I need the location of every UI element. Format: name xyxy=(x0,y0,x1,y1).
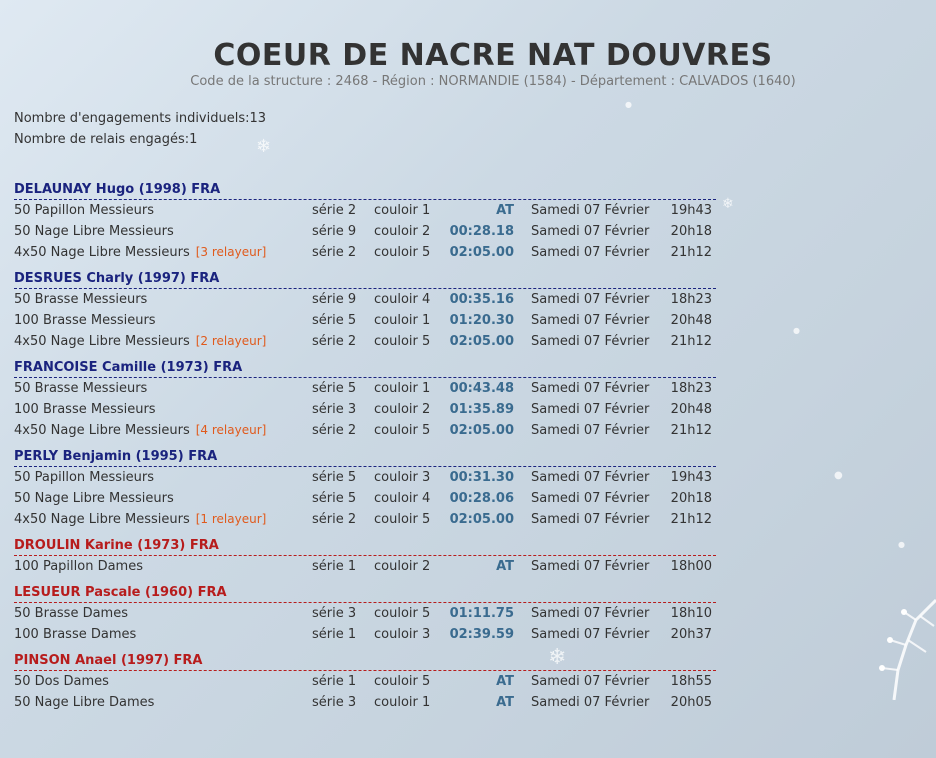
event-cell xyxy=(14,378,147,399)
event-name: 50 Nage Libre Dames xyxy=(14,695,155,710)
date-cell: Samedi 07 Février xyxy=(531,402,650,417)
snowflake-icon: ● xyxy=(898,540,905,549)
event-cell xyxy=(14,221,174,242)
swimmer-name: FRANCOISE Camille (1973) FRA xyxy=(14,358,716,378)
couloir-cell: couloir 1 xyxy=(374,203,431,218)
swimmer-name: DROULIN Karine (1973) FRA xyxy=(14,536,716,556)
relayeur-badge: [4 relayeur] xyxy=(195,423,267,437)
date-cell: Samedi 07 Février xyxy=(531,224,650,239)
event-row xyxy=(14,289,716,310)
date-cell: Samedi 07 Février xyxy=(531,491,650,506)
snowflake-icon: ● xyxy=(793,326,800,335)
serie-cell: série 2 xyxy=(312,512,357,527)
serie-cell: série 5 xyxy=(312,470,357,485)
hour-cell: 18h10 xyxy=(670,606,712,621)
time-cell: 02:05.00 xyxy=(449,512,514,527)
couloir-cell: couloir 4 xyxy=(374,491,431,506)
event-name: 50 Brasse Messieurs xyxy=(14,381,148,396)
swimmer-name: DELAUNAY Hugo (1998) FRA xyxy=(14,180,716,200)
time-cell: 02:05.00 xyxy=(449,245,514,260)
individual-count: Nombre d'engagements individuels:13 xyxy=(14,111,267,126)
date-cell: Samedi 07 Février xyxy=(531,245,650,260)
event-row xyxy=(14,310,716,331)
event-name: 100 Brasse Messieurs xyxy=(14,313,156,328)
event-cell xyxy=(14,509,266,530)
time-cell: 02:05.00 xyxy=(449,423,514,438)
swimmer-block xyxy=(14,269,716,352)
event-cell xyxy=(14,467,154,488)
snowflake-icon: ● xyxy=(625,100,632,109)
hour-cell: 20h48 xyxy=(670,402,712,417)
event-name: 50 Nage Libre Messieurs xyxy=(14,491,174,506)
swimmer-block xyxy=(14,651,716,713)
event-cell xyxy=(14,488,174,509)
serie-cell: série 2 xyxy=(312,203,357,218)
time-cell: AT xyxy=(496,559,514,574)
event-cell xyxy=(14,692,154,713)
couloir-cell: couloir 2 xyxy=(374,559,431,574)
date-cell: Samedi 07 Février xyxy=(531,334,650,349)
page-header xyxy=(0,38,936,90)
event-row xyxy=(14,399,716,420)
hour-cell: 18h55 xyxy=(670,674,712,689)
relayeur-badge: [2 relayeur] xyxy=(195,334,267,348)
relay-count: Nombre de relais engagés:1 xyxy=(14,132,198,147)
event-row xyxy=(14,378,716,399)
time-cell: 01:20.30 xyxy=(449,313,514,328)
swimmer-block xyxy=(14,583,716,645)
swimmer-name: PERLY Benjamin (1995) FRA xyxy=(14,447,716,467)
event-row xyxy=(14,692,716,713)
time-cell: 01:11.75 xyxy=(449,606,514,621)
swimmer-block xyxy=(14,447,716,530)
time-cell: AT xyxy=(496,203,514,218)
date-cell: Samedi 07 Février xyxy=(531,470,650,485)
date-cell: Samedi 07 Février xyxy=(531,695,650,710)
couloir-cell: couloir 2 xyxy=(374,402,431,417)
date-cell: Samedi 07 Février xyxy=(531,423,650,438)
event-name: 4x50 Nage Libre Messieurs xyxy=(14,334,190,349)
couloir-cell: couloir 3 xyxy=(374,470,431,485)
couloir-cell: couloir 5 xyxy=(374,334,431,349)
page-title: COEUR DE NACRE NAT DOUVRES xyxy=(213,38,773,73)
event-cell xyxy=(14,420,266,441)
couloir-cell: couloir 4 xyxy=(374,292,431,307)
relayeur-badge: [1 relayeur] xyxy=(195,512,267,526)
couloir-cell: couloir 1 xyxy=(374,695,431,710)
serie-cell: série 1 xyxy=(312,559,357,574)
couloir-cell: couloir 5 xyxy=(374,423,431,438)
couloir-cell: couloir 5 xyxy=(374,245,431,260)
swimmer-name: PINSON Anael (1997) FRA xyxy=(14,651,716,671)
event-row xyxy=(14,488,716,509)
couloir-cell: couloir 2 xyxy=(374,224,431,239)
event-name: 50 Brasse Dames xyxy=(14,606,128,621)
event-row xyxy=(14,467,716,488)
event-row xyxy=(14,624,716,645)
snowflake-icon: ❄ xyxy=(722,196,734,212)
date-cell: Samedi 07 Février xyxy=(531,203,650,218)
date-cell: Samedi 07 Février xyxy=(531,606,650,621)
event-name: 50 Nage Libre Messieurs xyxy=(14,224,174,239)
event-cell xyxy=(14,556,143,577)
time-cell: 00:28.18 xyxy=(449,224,514,239)
engagement-counts xyxy=(14,108,266,150)
date-cell: Samedi 07 Février xyxy=(531,292,650,307)
relayeur-badge: [3 relayeur] xyxy=(195,245,267,259)
snowflake-icon: ❄ xyxy=(548,645,567,670)
event-row xyxy=(14,556,716,577)
event-name: 100 Brasse Dames xyxy=(14,627,137,642)
serie-cell: série 5 xyxy=(312,313,357,328)
serie-cell: série 2 xyxy=(312,334,357,349)
hour-cell: 21h12 xyxy=(670,245,712,260)
hour-cell: 18h23 xyxy=(670,381,712,396)
event-row xyxy=(14,671,716,692)
hour-cell: 21h12 xyxy=(670,334,712,349)
time-cell: 00:43.48 xyxy=(449,381,514,396)
date-cell: Samedi 07 Février xyxy=(531,559,650,574)
couloir-cell: couloir 3 xyxy=(374,627,431,642)
event-row xyxy=(14,509,716,530)
hour-cell: 20h48 xyxy=(670,313,712,328)
hour-cell: 18h00 xyxy=(670,559,712,574)
serie-cell: série 5 xyxy=(312,381,357,396)
event-cell xyxy=(14,624,136,645)
date-cell: Samedi 07 Février xyxy=(531,313,650,328)
event-name: 50 Papillon Messieurs xyxy=(14,470,155,485)
event-cell xyxy=(14,331,266,352)
time-cell: 01:35.89 xyxy=(449,402,514,417)
hour-cell: 20h18 xyxy=(670,224,712,239)
event-name: 100 Brasse Messieurs xyxy=(14,402,156,417)
event-name: 50 Brasse Messieurs xyxy=(14,292,148,307)
hour-cell: 19h43 xyxy=(670,203,712,218)
serie-cell: série 9 xyxy=(312,292,357,307)
swimmer-block xyxy=(14,536,716,577)
event-cell xyxy=(14,289,147,310)
serie-cell: série 2 xyxy=(312,423,357,438)
hour-cell: 18h23 xyxy=(670,292,712,307)
date-cell: Samedi 07 Février xyxy=(531,627,650,642)
structure-info: Code de la structure : 2468 - Région : NORMANDIE (1584) - Département : CALVADOS (1640) xyxy=(190,74,796,89)
event-name: 50 Dos Dames xyxy=(14,674,109,689)
date-cell: Samedi 07 Février xyxy=(531,674,650,689)
event-name: 50 Papillon Messieurs xyxy=(14,203,155,218)
event-row xyxy=(14,242,716,263)
event-cell xyxy=(14,310,156,331)
event-row xyxy=(14,603,716,624)
couloir-cell: couloir 5 xyxy=(374,674,431,689)
hour-cell: 20h37 xyxy=(670,627,712,642)
event-row xyxy=(14,420,716,441)
swimmer-block xyxy=(14,358,716,441)
event-name: 4x50 Nage Libre Messieurs xyxy=(14,245,190,260)
snowflake-icon: ● xyxy=(834,470,843,481)
couloir-cell: couloir 1 xyxy=(374,381,431,396)
event-name: 4x50 Nage Libre Messieurs xyxy=(14,512,190,527)
event-row xyxy=(14,221,716,242)
date-cell: Samedi 07 Février xyxy=(531,512,650,527)
couloir-cell: couloir 5 xyxy=(374,606,431,621)
event-row xyxy=(14,331,716,352)
hour-cell: 21h12 xyxy=(670,512,712,527)
event-name: 100 Papillon Dames xyxy=(14,559,143,574)
hour-cell: 21h12 xyxy=(670,423,712,438)
time-cell: AT xyxy=(496,695,514,710)
serie-cell: série 3 xyxy=(312,606,357,621)
couloir-cell: couloir 1 xyxy=(374,313,431,328)
serie-cell: série 9 xyxy=(312,224,357,239)
hour-cell: 19h43 xyxy=(670,470,712,485)
swimmer-block xyxy=(14,180,716,263)
event-cell xyxy=(14,399,156,420)
event-cell xyxy=(14,603,128,624)
serie-cell: série 3 xyxy=(312,402,357,417)
time-cell: 02:05.00 xyxy=(449,334,514,349)
serie-cell: série 3 xyxy=(312,695,357,710)
serie-cell: série 1 xyxy=(312,627,357,642)
swimmer-name: DESRUES Charly (1997) FRA xyxy=(14,269,716,289)
time-cell: 00:31.30 xyxy=(449,470,514,485)
event-cell xyxy=(14,671,109,692)
time-cell: 00:28.06 xyxy=(449,491,514,506)
event-cell xyxy=(14,200,154,221)
couloir-cell: couloir 5 xyxy=(374,512,431,527)
time-cell: 02:39.59 xyxy=(449,627,514,642)
swimmer-results xyxy=(14,180,716,719)
time-cell: 00:35.16 xyxy=(449,292,514,307)
event-name: 4x50 Nage Libre Messieurs xyxy=(14,423,190,438)
time-cell: AT xyxy=(496,674,514,689)
serie-cell: série 5 xyxy=(312,491,357,506)
snowflake-icon: ❄ xyxy=(256,136,272,157)
date-cell: Samedi 07 Février xyxy=(531,381,650,396)
event-row xyxy=(14,200,716,221)
frosted-branch-icon xyxy=(876,590,936,700)
serie-cell: série 2 xyxy=(312,245,357,260)
swimmer-name: LESUEUR Pascale (1960) FRA xyxy=(14,583,716,603)
serie-cell: série 1 xyxy=(312,674,357,689)
hour-cell: 20h05 xyxy=(670,695,712,710)
hour-cell: 20h18 xyxy=(670,491,712,506)
event-cell xyxy=(14,242,266,263)
